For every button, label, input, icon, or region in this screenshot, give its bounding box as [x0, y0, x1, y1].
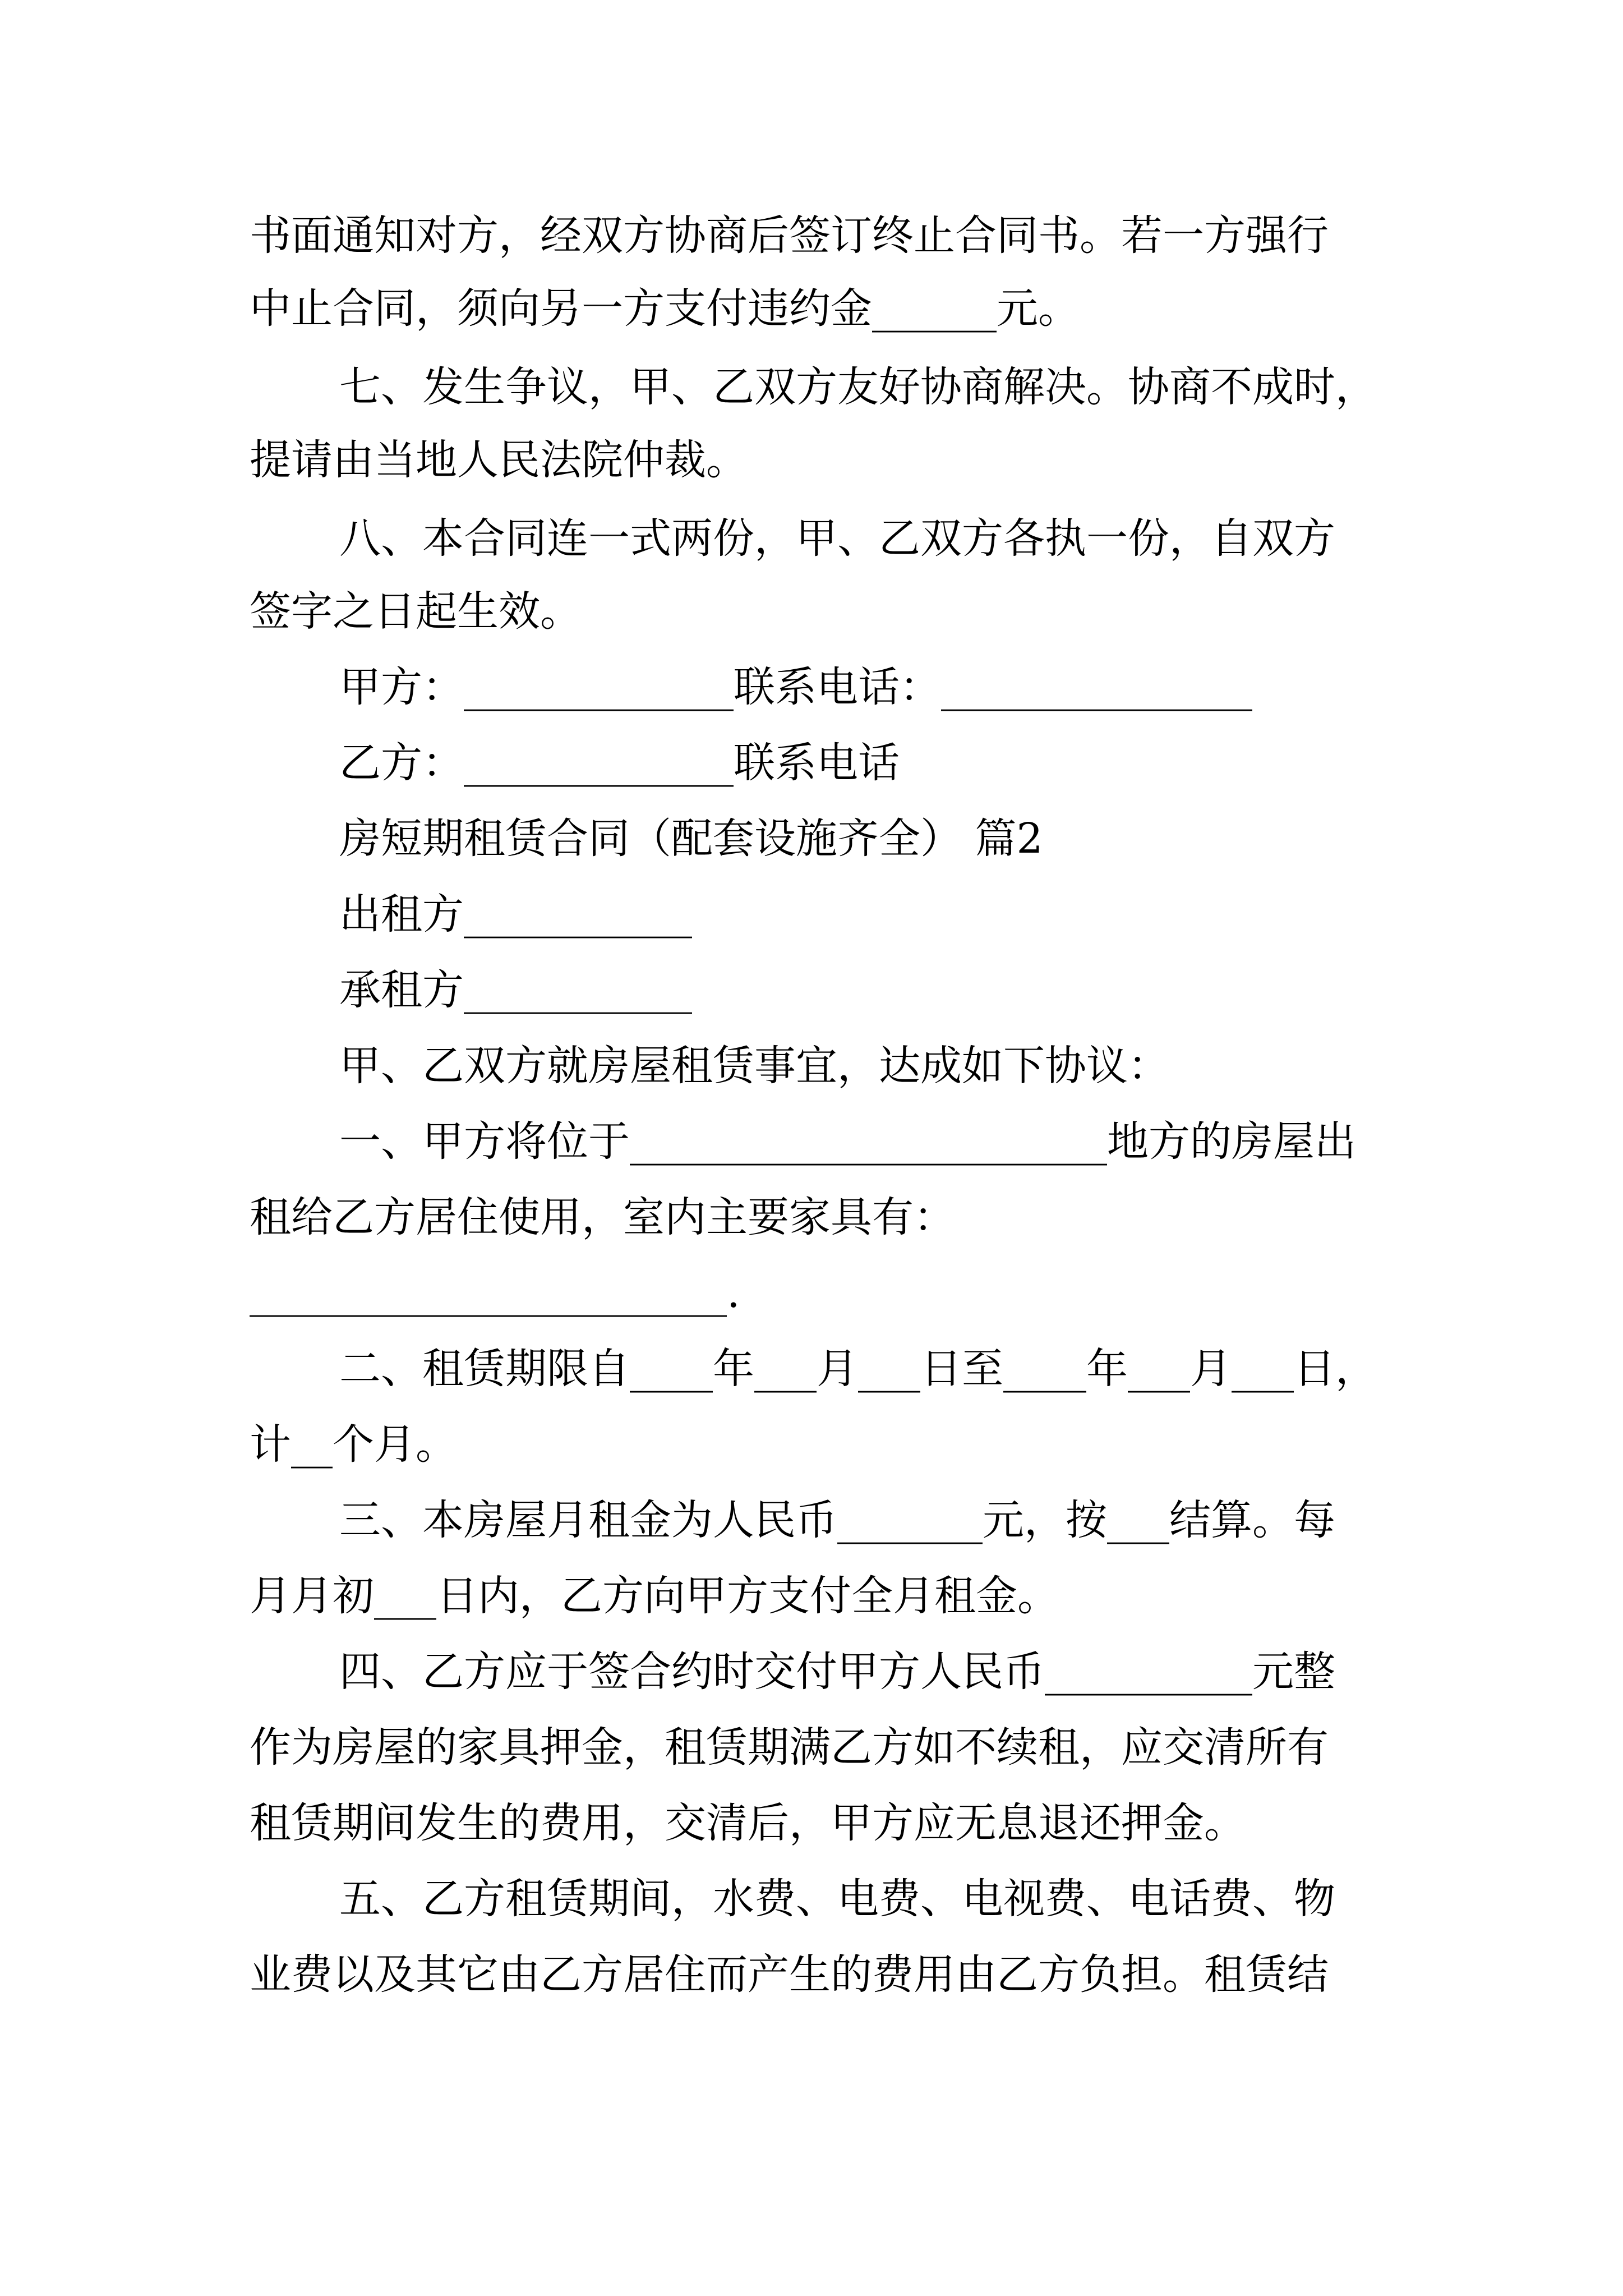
clause-7-line-1: 七、发生争议，甲、乙双方友好协商解决。协商不成时，: [339, 363, 1377, 411]
clause-4-line-1: 四、乙方应于签合约时交付甲方人民币__________元整: [339, 1648, 1335, 1696]
clause-1-line-3: _______________________.: [250, 1269, 740, 1317]
clause-4-line-3: 租赁期间发生的费用，交清后，甲方应无息退还押金。: [250, 1799, 1246, 1847]
clause-1-line-1: 一、甲方将位于_______________________地方的房屋出: [339, 1117, 1356, 1166]
clause-7-line-2: 提请由当地人民法院仲裁。: [250, 436, 748, 484]
clause-2-line-2: 计__个月。: [250, 1420, 457, 1469]
text-line-2: 中止合同，须向另一方支付违约金______元。: [250, 284, 1080, 333]
section-title: 房短期租赁合同（配套设施齐全） 篇2: [339, 815, 1043, 863]
lessor-line: 出租方___________: [339, 890, 692, 938]
clause-1-line-2: 租给乙方居住使用，室内主要家具有：: [250, 1193, 955, 1241]
lessee-line: 承租方___________: [339, 966, 692, 1014]
clause-5-line-1: 五、乙方租赁期间，水费、电费、电视费、电话费、物: [339, 1875, 1335, 1923]
agreement-intro: 甲、乙双方就房屋租赁事宜，达成如下协议：: [339, 1042, 1169, 1090]
text-line-1: 书面通知对方，经双方协商后签订终止合同书。若一方强行: [250, 211, 1329, 260]
clause-5-line-2: 业费以及其它由乙方居住而产生的费用由乙方负担。租赁结: [250, 1950, 1329, 1999]
clause-2-line-1: 二、租赁期限自____年___月___日至____年___月___日，: [339, 1345, 1377, 1393]
clause-4-line-2: 作为房屋的家具押金，租赁期满乙方如不续租，应交清所有: [250, 1723, 1329, 1772]
clause-3-line-1: 三、本房屋月租金为人民币_______元，按___结算。每: [339, 1496, 1335, 1544]
clause-8-line-2: 签字之日起生效。: [250, 587, 582, 636]
party-a-signature-line: 甲方：_____________联系电话：_______________: [339, 663, 1252, 711]
party-b-signature-line: 乙方：_____________联系电话: [339, 739, 900, 787]
clause-3-line-2: 月月初___日内，乙方向甲方支付全月租金。: [250, 1572, 1059, 1620]
clause-8-line-1: 八、本合同连一式两份，甲、乙双方各执一份，自双方: [339, 514, 1335, 563]
